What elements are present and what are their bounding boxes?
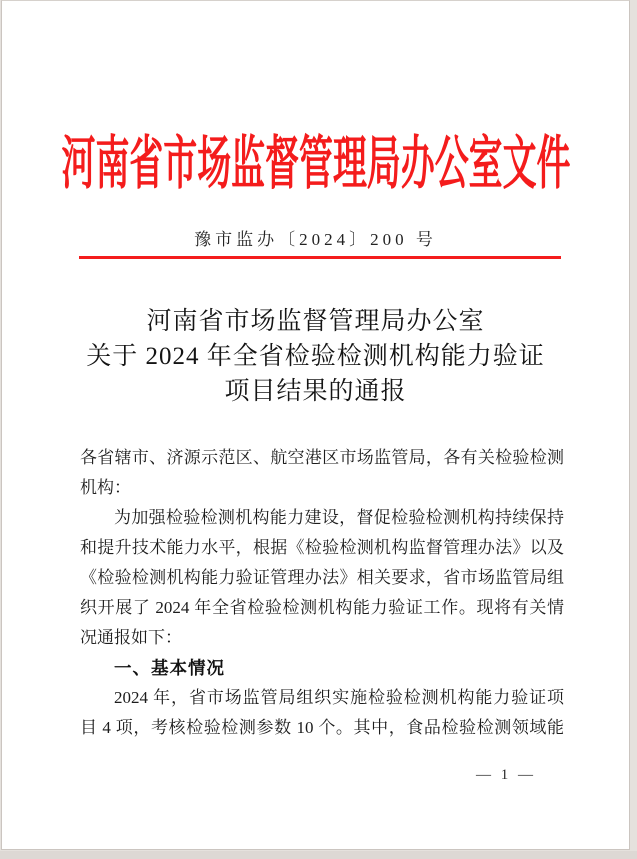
masthead-title: 河南省市场监督管理局办公室文件 [61, 131, 570, 196]
document-title-line-3: 项目结果的通报 [224, 378, 407, 405]
document-title [2, 304, 629, 409]
salutation-line: 机构： [80, 478, 131, 497]
document-page [1, 0, 630, 850]
body-line: 织开展了 2024 年全省检验检测机构能力验证工作。现将有关情 [80, 598, 564, 617]
scan-edge-shadow [0, 851, 637, 859]
document-number: 豫市监办〔2024〕200 号 [194, 230, 437, 249]
document-title-line-1: 河南省市场监督管理局办公室 [146, 308, 485, 335]
body-line: 2024 年，省市场监管局组织实施检验检测机构能力验证项 [114, 688, 564, 707]
document-title-line-2: 关于 2024 年全省检验检测机构能力验证 [86, 343, 545, 370]
red-separator-line [79, 256, 561, 259]
salutation-line: 各省辖市、济源示范区、航空港区市场监管局，各有关检验检测 [80, 448, 564, 467]
body-line: 和提升技术能力水平，根据《检验检测机构监督管理办法》以及 [80, 538, 564, 557]
document-body [80, 443, 564, 743]
body-line: 目 4 项，考核检验检测参数 10 个。其中，食品检验检测领域能 [80, 718, 564, 737]
body-line: 为加强检验检测机构能力建设，督促检验检测机构持续保持 [114, 508, 564, 527]
page-number: — 1 — [476, 767, 536, 783]
body-line: 《检验检测机构能力验证管理办法》相关要求，省市场监管局组 [80, 568, 564, 587]
body-line: 况通报如下： [80, 628, 182, 647]
section-heading: 一、基本情况 [114, 658, 225, 678]
